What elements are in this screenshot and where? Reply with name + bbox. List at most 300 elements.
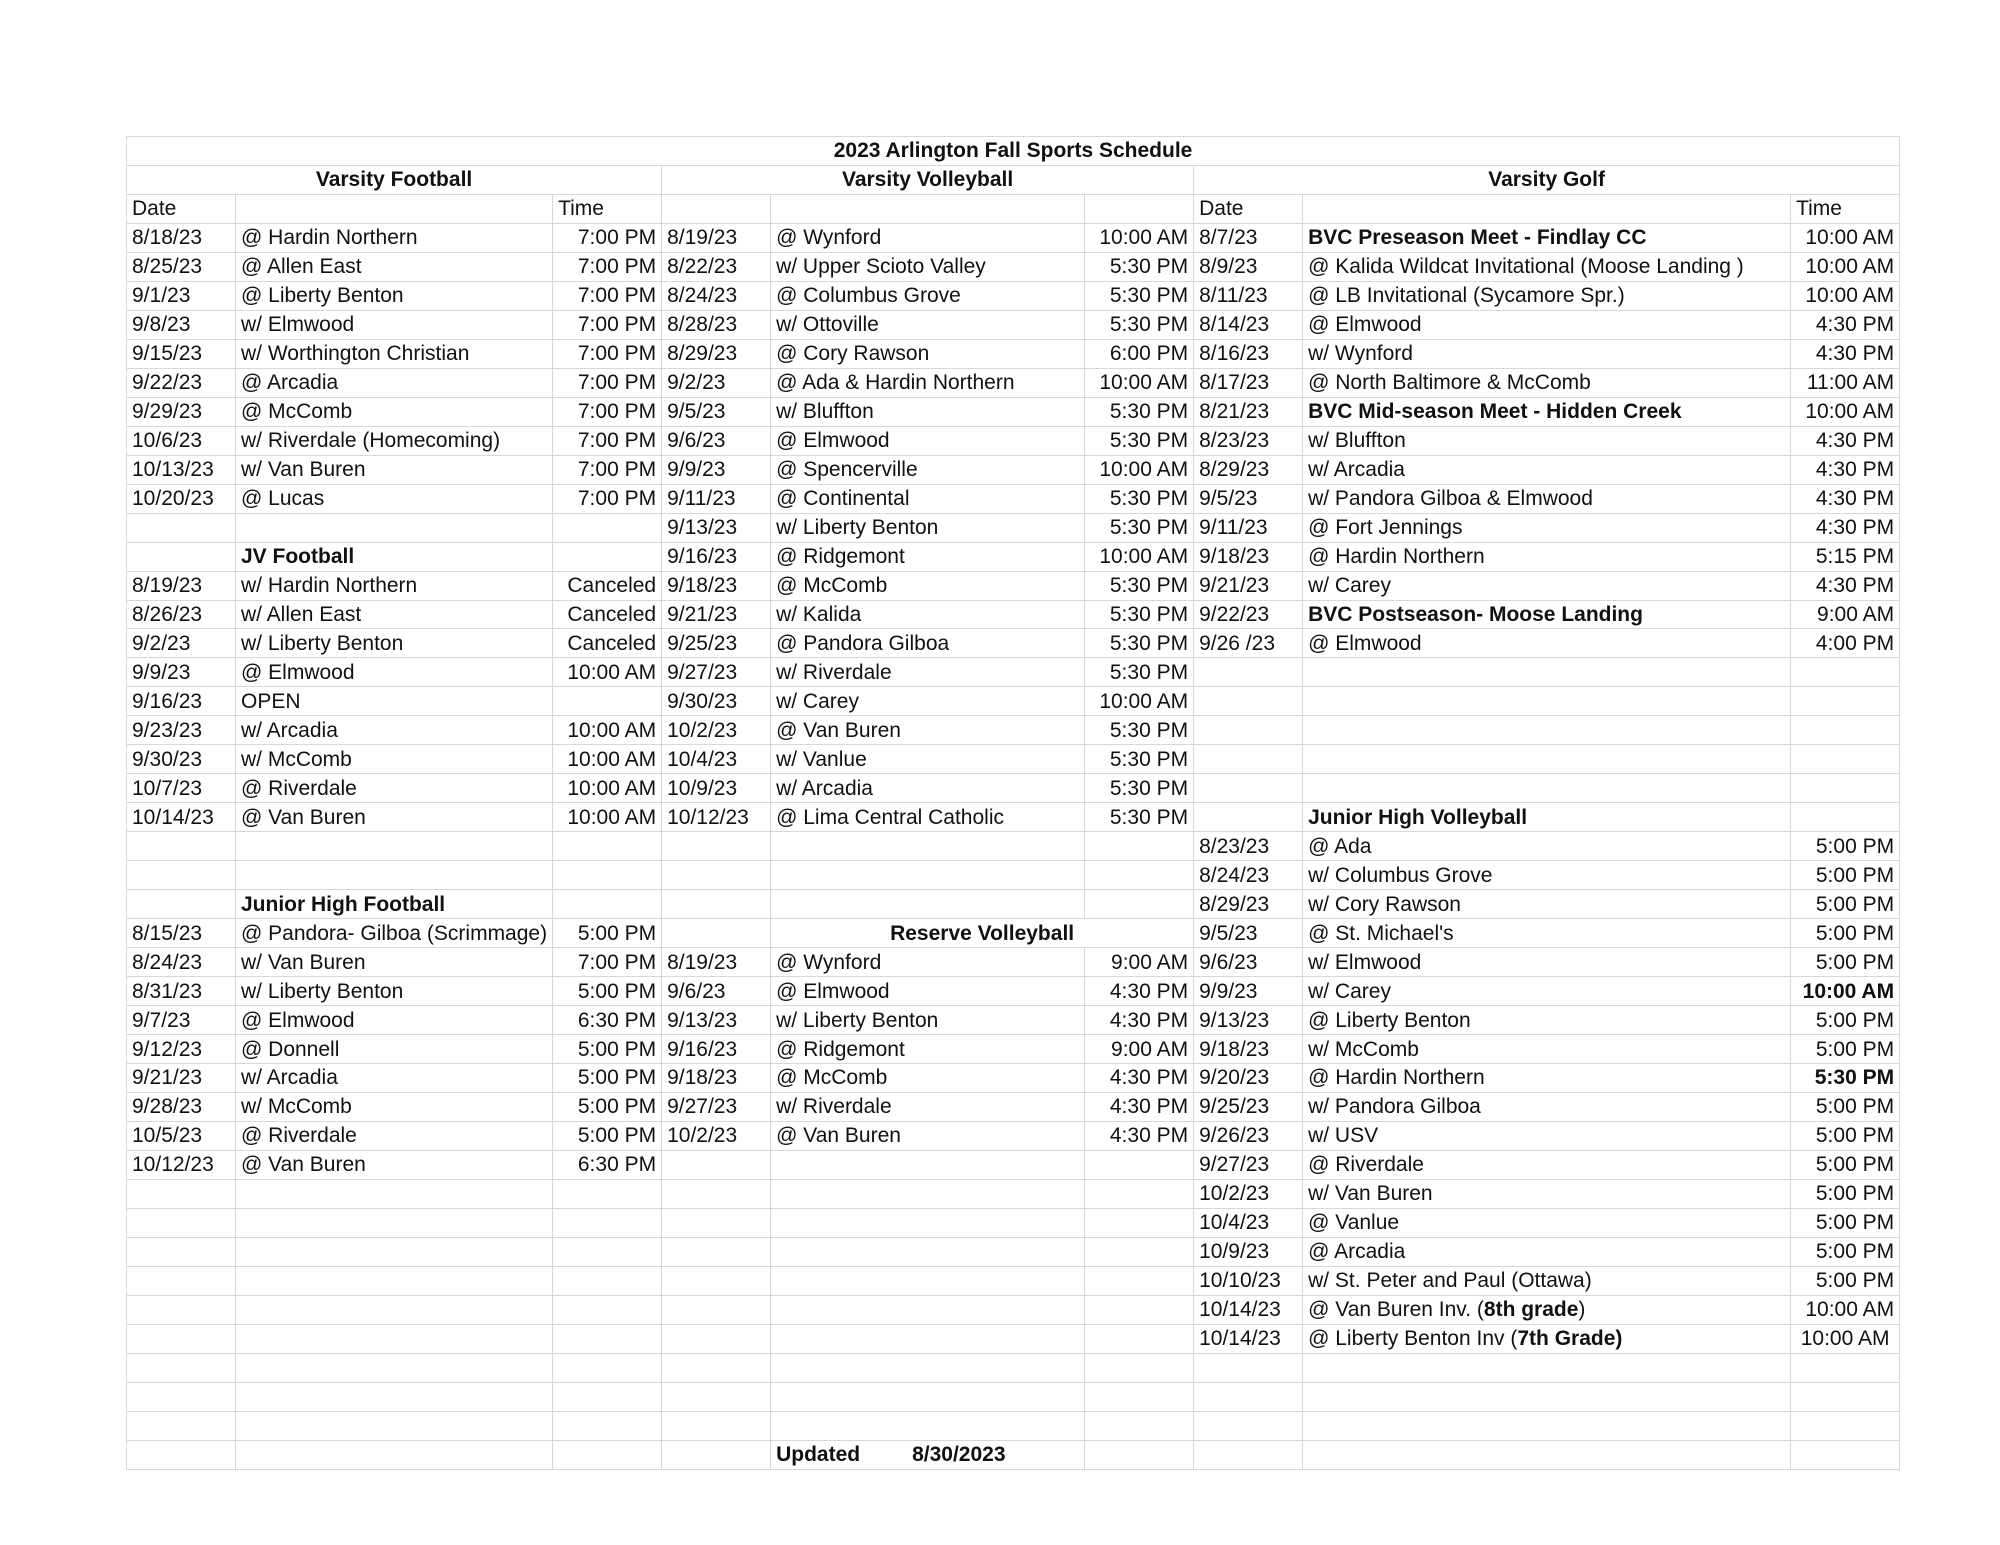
time-cell: 5:00 PM [1791, 1208, 1900, 1237]
time-cell: 4:30 PM [1085, 1121, 1194, 1150]
time-cell: 7:00 PM [553, 339, 662, 368]
date-cell: 9/13/23 [662, 1006, 771, 1035]
opponent-cell: w/ Pandora Gilboa & Elmwood [1303, 484, 1791, 513]
time-cell: 5:00 PM [1791, 1092, 1900, 1121]
opponent-cell: @ North Baltimore & McComb [1303, 368, 1791, 397]
table-row [127, 194, 1900, 223]
opponent-cell: @ Van Buren [771, 716, 1085, 745]
opponent-cell: w/ Carey [1303, 977, 1791, 1006]
empty-cell [553, 1324, 662, 1353]
date-cell: 8/29/23 [662, 339, 771, 368]
table-row [127, 948, 1900, 977]
empty-cell [236, 832, 553, 861]
time-cell: 5:00 PM [1791, 832, 1900, 861]
date-cell: 9/18/23 [1194, 1035, 1303, 1064]
empty-cell [1085, 1382, 1194, 1411]
date-cell: 10/12/23 [127, 1150, 236, 1179]
date-cell: 10/10/23 [1194, 1266, 1303, 1295]
empty-cell [1791, 687, 1900, 716]
updated-note [771, 1440, 1085, 1469]
time-cell: 6:00 PM [1085, 339, 1194, 368]
time-cell: 4:30 PM [1791, 426, 1900, 455]
empty-cell [1303, 1411, 1791, 1440]
empty-cell [1303, 1353, 1791, 1382]
opponent-cell: @ McComb [771, 571, 1085, 600]
opponent-cell: w/ Riverdale [771, 658, 1085, 687]
opponent-cell: @ Donnell [236, 1035, 553, 1064]
table-row [127, 716, 1900, 745]
table-row [127, 484, 1900, 513]
empty-cell [1085, 832, 1194, 861]
table-row [127, 658, 1900, 687]
date-cell: 9/5/23 [662, 397, 771, 426]
empty-cell [771, 1266, 1085, 1295]
empty-cell [127, 861, 236, 890]
date-cell: 8/24/23 [662, 281, 771, 310]
date-cell: 9/28/23 [127, 1092, 236, 1121]
table-row [127, 310, 1900, 339]
opponent-cell: @ Arcadia [236, 368, 553, 397]
date-cell: 9/15/23 [127, 339, 236, 368]
opponent-cell: @ McComb [236, 397, 553, 426]
time-cell: 9:00 AM [1791, 600, 1900, 629]
table-row [127, 1324, 1900, 1353]
time-cell: 5:30 PM [1085, 600, 1194, 629]
table-row [127, 397, 1900, 426]
empty-cell [236, 1382, 553, 1411]
opponent-cell: w/ Columbus Grove [1303, 861, 1791, 890]
empty-cell [127, 890, 236, 919]
time-cell: Canceled [553, 571, 662, 600]
opponent-cell: @ Elmwood [1303, 629, 1791, 658]
date-cell: 9/29/23 [127, 397, 236, 426]
table-row [127, 1121, 1900, 1150]
section-junior-high-football: Junior High Football [236, 890, 553, 919]
date-cell: 8/23/23 [1194, 426, 1303, 455]
time-cell: 7:00 PM [553, 426, 662, 455]
opponent-cell: w/ Hardin Northern [236, 571, 553, 600]
opponent-cell: @ Elmwood [771, 977, 1085, 1006]
empty-cell [771, 1411, 1085, 1440]
empty-cell [553, 1295, 662, 1324]
section-varsity-volleyball: Varsity Volleyball [662, 165, 1194, 194]
empty-cell [1085, 1324, 1194, 1353]
time-cell: 5:00 PM [1791, 1121, 1900, 1150]
empty-cell [127, 1411, 236, 1440]
date-cell: 9/22/23 [1194, 600, 1303, 629]
table-row [127, 1035, 1900, 1064]
time-cell: 5:30 PM [1085, 803, 1194, 832]
time-cell: 5:00 PM [1791, 948, 1900, 977]
time-cell: 5:00 PM [553, 1092, 662, 1121]
time-cell: 4:30 PM [1085, 1006, 1194, 1035]
table-row [127, 1382, 1900, 1411]
date-cell: 8/16/23 [1194, 339, 1303, 368]
opponent-cell: OPEN [236, 687, 553, 716]
opponent-cell: @ Ada [1303, 832, 1791, 861]
empty-cell [236, 1179, 553, 1208]
time-cell: 5:00 PM [1791, 1179, 1900, 1208]
time-cell: 10:00 AM [1791, 252, 1900, 281]
time-cell: 5:30 PM [1085, 426, 1194, 455]
empty-cell [127, 1324, 236, 1353]
date-cell: 9/7/23 [127, 1006, 236, 1035]
empty-cell [1085, 1237, 1194, 1266]
empty-cell [553, 1208, 662, 1237]
time-cell: 5:00 PM [1791, 1150, 1900, 1179]
opponent-cell: @ Liberty Benton [236, 281, 553, 310]
table-row [127, 1266, 1900, 1295]
date-cell: 9/6/23 [662, 977, 771, 1006]
empty-cell [1303, 687, 1791, 716]
opponent-cell: @ Hardin Northern [236, 223, 553, 252]
date-cell: 8/11/23 [1194, 281, 1303, 310]
time-cell: 7:00 PM [553, 252, 662, 281]
time-cell: 4:00 PM [1791, 629, 1900, 658]
time-cell: 10:00 AM [1085, 368, 1194, 397]
empty-cell [236, 1353, 553, 1382]
empty-cell [662, 919, 771, 948]
empty-cell [771, 1353, 1085, 1382]
opponent-cell [1303, 1324, 1791, 1353]
time-cell: 10:00 AM [1791, 223, 1900, 252]
table-row [127, 455, 1900, 484]
empty-cell [553, 1440, 662, 1469]
empty-cell [771, 1150, 1085, 1179]
empty-cell [662, 1382, 771, 1411]
empty-cell [127, 1295, 236, 1324]
empty-cell [553, 1237, 662, 1266]
opponent-cell: @ Fort Jennings [1303, 513, 1791, 542]
opponent-cell: w/ Kalida [771, 600, 1085, 629]
date-cell: 10/2/23 [662, 1121, 771, 1150]
table-row [127, 542, 1900, 571]
date-cell: 10/14/23 [1194, 1324, 1303, 1353]
time-cell: 5:30 PM [1085, 716, 1194, 745]
empty-cell [1085, 1411, 1194, 1440]
empty-cell [771, 890, 1085, 919]
date-cell: 9/23/23 [127, 716, 236, 745]
updated-date: 8/30/2023 [912, 1443, 1006, 1467]
empty-cell [236, 1411, 553, 1440]
table-row [127, 571, 1900, 600]
empty-cell [1085, 861, 1194, 890]
empty-cell [771, 1179, 1085, 1208]
empty-cell [771, 1237, 1085, 1266]
table-row [127, 281, 1900, 310]
opponent-cell: w/ USV [1303, 1121, 1791, 1150]
schedule-table [126, 136, 1900, 1470]
time-cell: 10:00 AM [1085, 687, 1194, 716]
empty-cell [1791, 1411, 1900, 1440]
time-cell: 4:30 PM [1791, 513, 1900, 542]
date-cell: 8/24/23 [127, 948, 236, 977]
empty-cell [662, 832, 771, 861]
opponent-cell: @ Riverdale [236, 1121, 553, 1150]
empty-cell [1791, 1382, 1900, 1411]
date-cell: 9/16/23 [127, 687, 236, 716]
empty-cell [1194, 803, 1303, 832]
date-cell: 9/18/23 [662, 571, 771, 600]
empty-cell [127, 542, 236, 571]
opponent-cell: w/ Liberty Benton [771, 1006, 1085, 1035]
date-cell: 9/18/23 [662, 1064, 771, 1093]
empty-cell [771, 194, 1085, 223]
date-cell: 10/9/23 [662, 774, 771, 803]
empty-cell [1303, 194, 1791, 223]
page-title: 2023 Arlington Fall Sports Schedule [127, 137, 1900, 166]
section-varsity-golf: Varsity Golf [1194, 165, 1900, 194]
date-cell: 9/5/23 [1194, 919, 1303, 948]
opponent-cell: @ Pandora- Gilboa (Scrimmage) [236, 919, 553, 948]
date-cell: 9/13/23 [1194, 1006, 1303, 1035]
empty-cell [1085, 1266, 1194, 1295]
opponent-cell: w/ Carey [771, 687, 1085, 716]
opponent-cell: w/ Elmwood [1303, 948, 1791, 977]
empty-cell [771, 1324, 1085, 1353]
opponent-cell: @ Cory Rawson [771, 339, 1085, 368]
opponent-cell: @ Spencerville [771, 455, 1085, 484]
opponent-cell: @ Liberty Benton [1303, 1006, 1791, 1035]
table-row [127, 687, 1900, 716]
time-header: Time [1791, 194, 1900, 223]
empty-cell [236, 194, 553, 223]
date-cell: 9/27/23 [662, 658, 771, 687]
date-cell: 8/19/23 [662, 948, 771, 977]
date-cell: 10/14/23 [1194, 1295, 1303, 1324]
table-row [127, 1411, 1900, 1440]
empty-cell [662, 1295, 771, 1324]
opponent-cell: w/ Bluffton [1303, 426, 1791, 455]
opponent-cell: w/ Carey [1303, 571, 1791, 600]
empty-cell [1791, 774, 1900, 803]
empty-cell [662, 1237, 771, 1266]
empty-cell [1303, 745, 1791, 774]
time-cell: 10:00 AM [1791, 281, 1900, 310]
table-row [127, 137, 1900, 166]
opponent-cell: @ Elmwood [236, 1006, 553, 1035]
empty-cell [127, 1237, 236, 1266]
time-cell: 5:30 PM [1085, 629, 1194, 658]
empty-cell [1791, 803, 1900, 832]
date-cell: 10/6/23 [127, 426, 236, 455]
date-header: Date [127, 194, 236, 223]
time-cell: 5:00 PM [553, 1064, 662, 1093]
time-cell: 4:30 PM [1791, 571, 1900, 600]
empty-cell [1791, 658, 1900, 687]
date-cell: 8/24/23 [1194, 861, 1303, 890]
opponent-cell: w/ Bluffton [771, 397, 1085, 426]
time-cell: 5:30 PM [1085, 571, 1194, 600]
empty-cell [553, 1411, 662, 1440]
time-cell: 10:00 AM [1791, 397, 1900, 426]
date-cell: 9/1/23 [127, 281, 236, 310]
opponent-cell: w/ Ottoville [771, 310, 1085, 339]
date-cell: 9/16/23 [662, 542, 771, 571]
date-cell: 8/7/23 [1194, 223, 1303, 252]
opponent-cell: w/ McComb [1303, 1035, 1791, 1064]
time-cell: 4:30 PM [1791, 339, 1900, 368]
time-cell: 5:00 PM [1791, 861, 1900, 890]
opponent-cell: @ Allen East [236, 252, 553, 281]
empty-cell [1791, 716, 1900, 745]
empty-cell [553, 1179, 662, 1208]
opponent-cell [1303, 1295, 1791, 1324]
empty-cell [127, 1266, 236, 1295]
empty-cell [236, 513, 553, 542]
empty-cell [1194, 658, 1303, 687]
empty-cell [1303, 774, 1791, 803]
schedule-body [127, 137, 1900, 1470]
opponent-cell: w/ Arcadia [771, 774, 1085, 803]
date-cell: 9/26 /23 [1194, 629, 1303, 658]
opponent-cell: w/ Riverdale [771, 1092, 1085, 1121]
table-row [127, 1353, 1900, 1382]
date-cell: 9/18/23 [1194, 542, 1303, 571]
opponent-cell: @ Columbus Grove [771, 281, 1085, 310]
empty-cell [236, 1440, 553, 1469]
table-row [127, 774, 1900, 803]
empty-cell [1085, 1208, 1194, 1237]
time-cell: 7:00 PM [553, 948, 662, 977]
opponent-cell: @ Hardin Northern [1303, 1064, 1791, 1093]
time-cell: 10:00 AM [553, 716, 662, 745]
time-cell: 5:00 PM [553, 1035, 662, 1064]
time-cell: 7:00 PM [553, 223, 662, 252]
time-cell: 6:30 PM [553, 1006, 662, 1035]
time-cell: 5:00 PM [553, 1121, 662, 1150]
empty-cell [662, 194, 771, 223]
opponent-cell: w/ Allen East [236, 600, 553, 629]
time-cell: 5:00 PM [1791, 890, 1900, 919]
empty-cell [553, 513, 662, 542]
date-cell: 9/16/23 [662, 1035, 771, 1064]
date-cell: 10/9/23 [1194, 1237, 1303, 1266]
table-row [127, 252, 1900, 281]
empty-cell [236, 1324, 553, 1353]
opponent-cell: w/ Arcadia [236, 1064, 553, 1093]
empty-cell [1194, 1411, 1303, 1440]
opponent-cell: @ Riverdale [1303, 1150, 1791, 1179]
table-row [127, 1150, 1900, 1179]
empty-cell [771, 1208, 1085, 1237]
empty-cell [662, 1411, 771, 1440]
empty-cell [127, 1179, 236, 1208]
empty-cell [127, 513, 236, 542]
empty-cell [1194, 1353, 1303, 1382]
date-cell: 8/19/23 [127, 571, 236, 600]
empty-cell [553, 542, 662, 571]
opponent-cell: @ Ridgemont [771, 1035, 1085, 1064]
date-cell: 9/2/23 [662, 368, 771, 397]
empty-cell [662, 1179, 771, 1208]
empty-cell [1791, 745, 1900, 774]
time-cell: 4:30 PM [1085, 1092, 1194, 1121]
date-cell: 9/13/23 [662, 513, 771, 542]
empty-cell [553, 861, 662, 890]
empty-cell [1085, 890, 1194, 919]
time-cell: 5:00 PM [1791, 1006, 1900, 1035]
opponent-cell: @ Pandora Gilboa [771, 629, 1085, 658]
time-cell: 7:00 PM [553, 484, 662, 513]
time-cell: 7:00 PM [553, 397, 662, 426]
grade-label: 8th grade [1483, 1298, 1579, 1322]
empty-cell [553, 1353, 662, 1382]
empty-cell [1194, 687, 1303, 716]
time-cell: 5:30 PM [1085, 281, 1194, 310]
table-row [127, 339, 1900, 368]
date-cell: 10/4/23 [662, 745, 771, 774]
empty-cell [1194, 745, 1303, 774]
table-row [127, 803, 1900, 832]
time-cell: 6:30 PM [553, 1150, 662, 1179]
date-cell: 9/6/23 [662, 426, 771, 455]
table-row [127, 977, 1900, 1006]
date-cell: 9/26/23 [1194, 1121, 1303, 1150]
opponent-cell: w/ Van Buren [1303, 1179, 1791, 1208]
opponent-cell: @ Wynford [771, 948, 1085, 977]
date-cell: 8/23/23 [1194, 832, 1303, 861]
date-cell: 10/12/23 [662, 803, 771, 832]
opponent-cell: @ LB Invitational (Sycamore Spr.) [1303, 281, 1791, 310]
time-cell: 5:30 PM [1085, 397, 1194, 426]
date-cell: 9/6/23 [1194, 948, 1303, 977]
time-cell: 10:00 AM [553, 658, 662, 687]
date-cell: 8/17/23 [1194, 368, 1303, 397]
table-row [127, 1006, 1900, 1035]
time-cell: 5:00 PM [1791, 1035, 1900, 1064]
section-jv-football: JV Football [236, 542, 553, 571]
opponent-cell: @ Lima Central Catholic [771, 803, 1085, 832]
empty-cell [1303, 1382, 1791, 1411]
empty-cell [662, 861, 771, 890]
date-cell: 9/9/23 [127, 658, 236, 687]
opponent-cell: w/ Liberty Benton [236, 977, 553, 1006]
empty-cell [1791, 1353, 1900, 1382]
table-row [127, 223, 1900, 252]
time-cell: 10:00 AM [1791, 1295, 1900, 1324]
table-row [127, 745, 1900, 774]
time-cell: 4:30 PM [1085, 1064, 1194, 1093]
date-cell: 9/20/23 [1194, 1064, 1303, 1093]
opponent-cell: @ McComb [771, 1064, 1085, 1093]
table-row [127, 1208, 1900, 1237]
opponent-cell: @ Elmwood [236, 658, 553, 687]
table-row [127, 165, 1900, 194]
empty-cell [236, 1266, 553, 1295]
time-cell: 4:30 PM [1085, 977, 1194, 1006]
opponent-cell: @ Lucas [236, 484, 553, 513]
table-row [127, 513, 1900, 542]
empty-cell [127, 1353, 236, 1382]
empty-cell [553, 1266, 662, 1295]
time-cell: 5:30 PM [1791, 1064, 1900, 1093]
time-cell: 10:00 AM [553, 745, 662, 774]
empty-cell [1085, 1353, 1194, 1382]
table-row [127, 426, 1900, 455]
date-cell: 10/2/23 [1194, 1179, 1303, 1208]
empty-cell [236, 1208, 553, 1237]
time-cell: Canceled [553, 600, 662, 629]
date-cell: 9/12/23 [127, 1035, 236, 1064]
section-junior-high-volleyball: Junior High Volleyball [1303, 803, 1791, 832]
empty-cell [127, 832, 236, 861]
opponent-cell: w/ Arcadia [236, 716, 553, 745]
opponent-cell: @ Elmwood [1303, 310, 1791, 339]
opponent-cell: @ Van Buren [236, 1150, 553, 1179]
empty-cell [236, 1237, 553, 1266]
empty-cell [1085, 1295, 1194, 1324]
